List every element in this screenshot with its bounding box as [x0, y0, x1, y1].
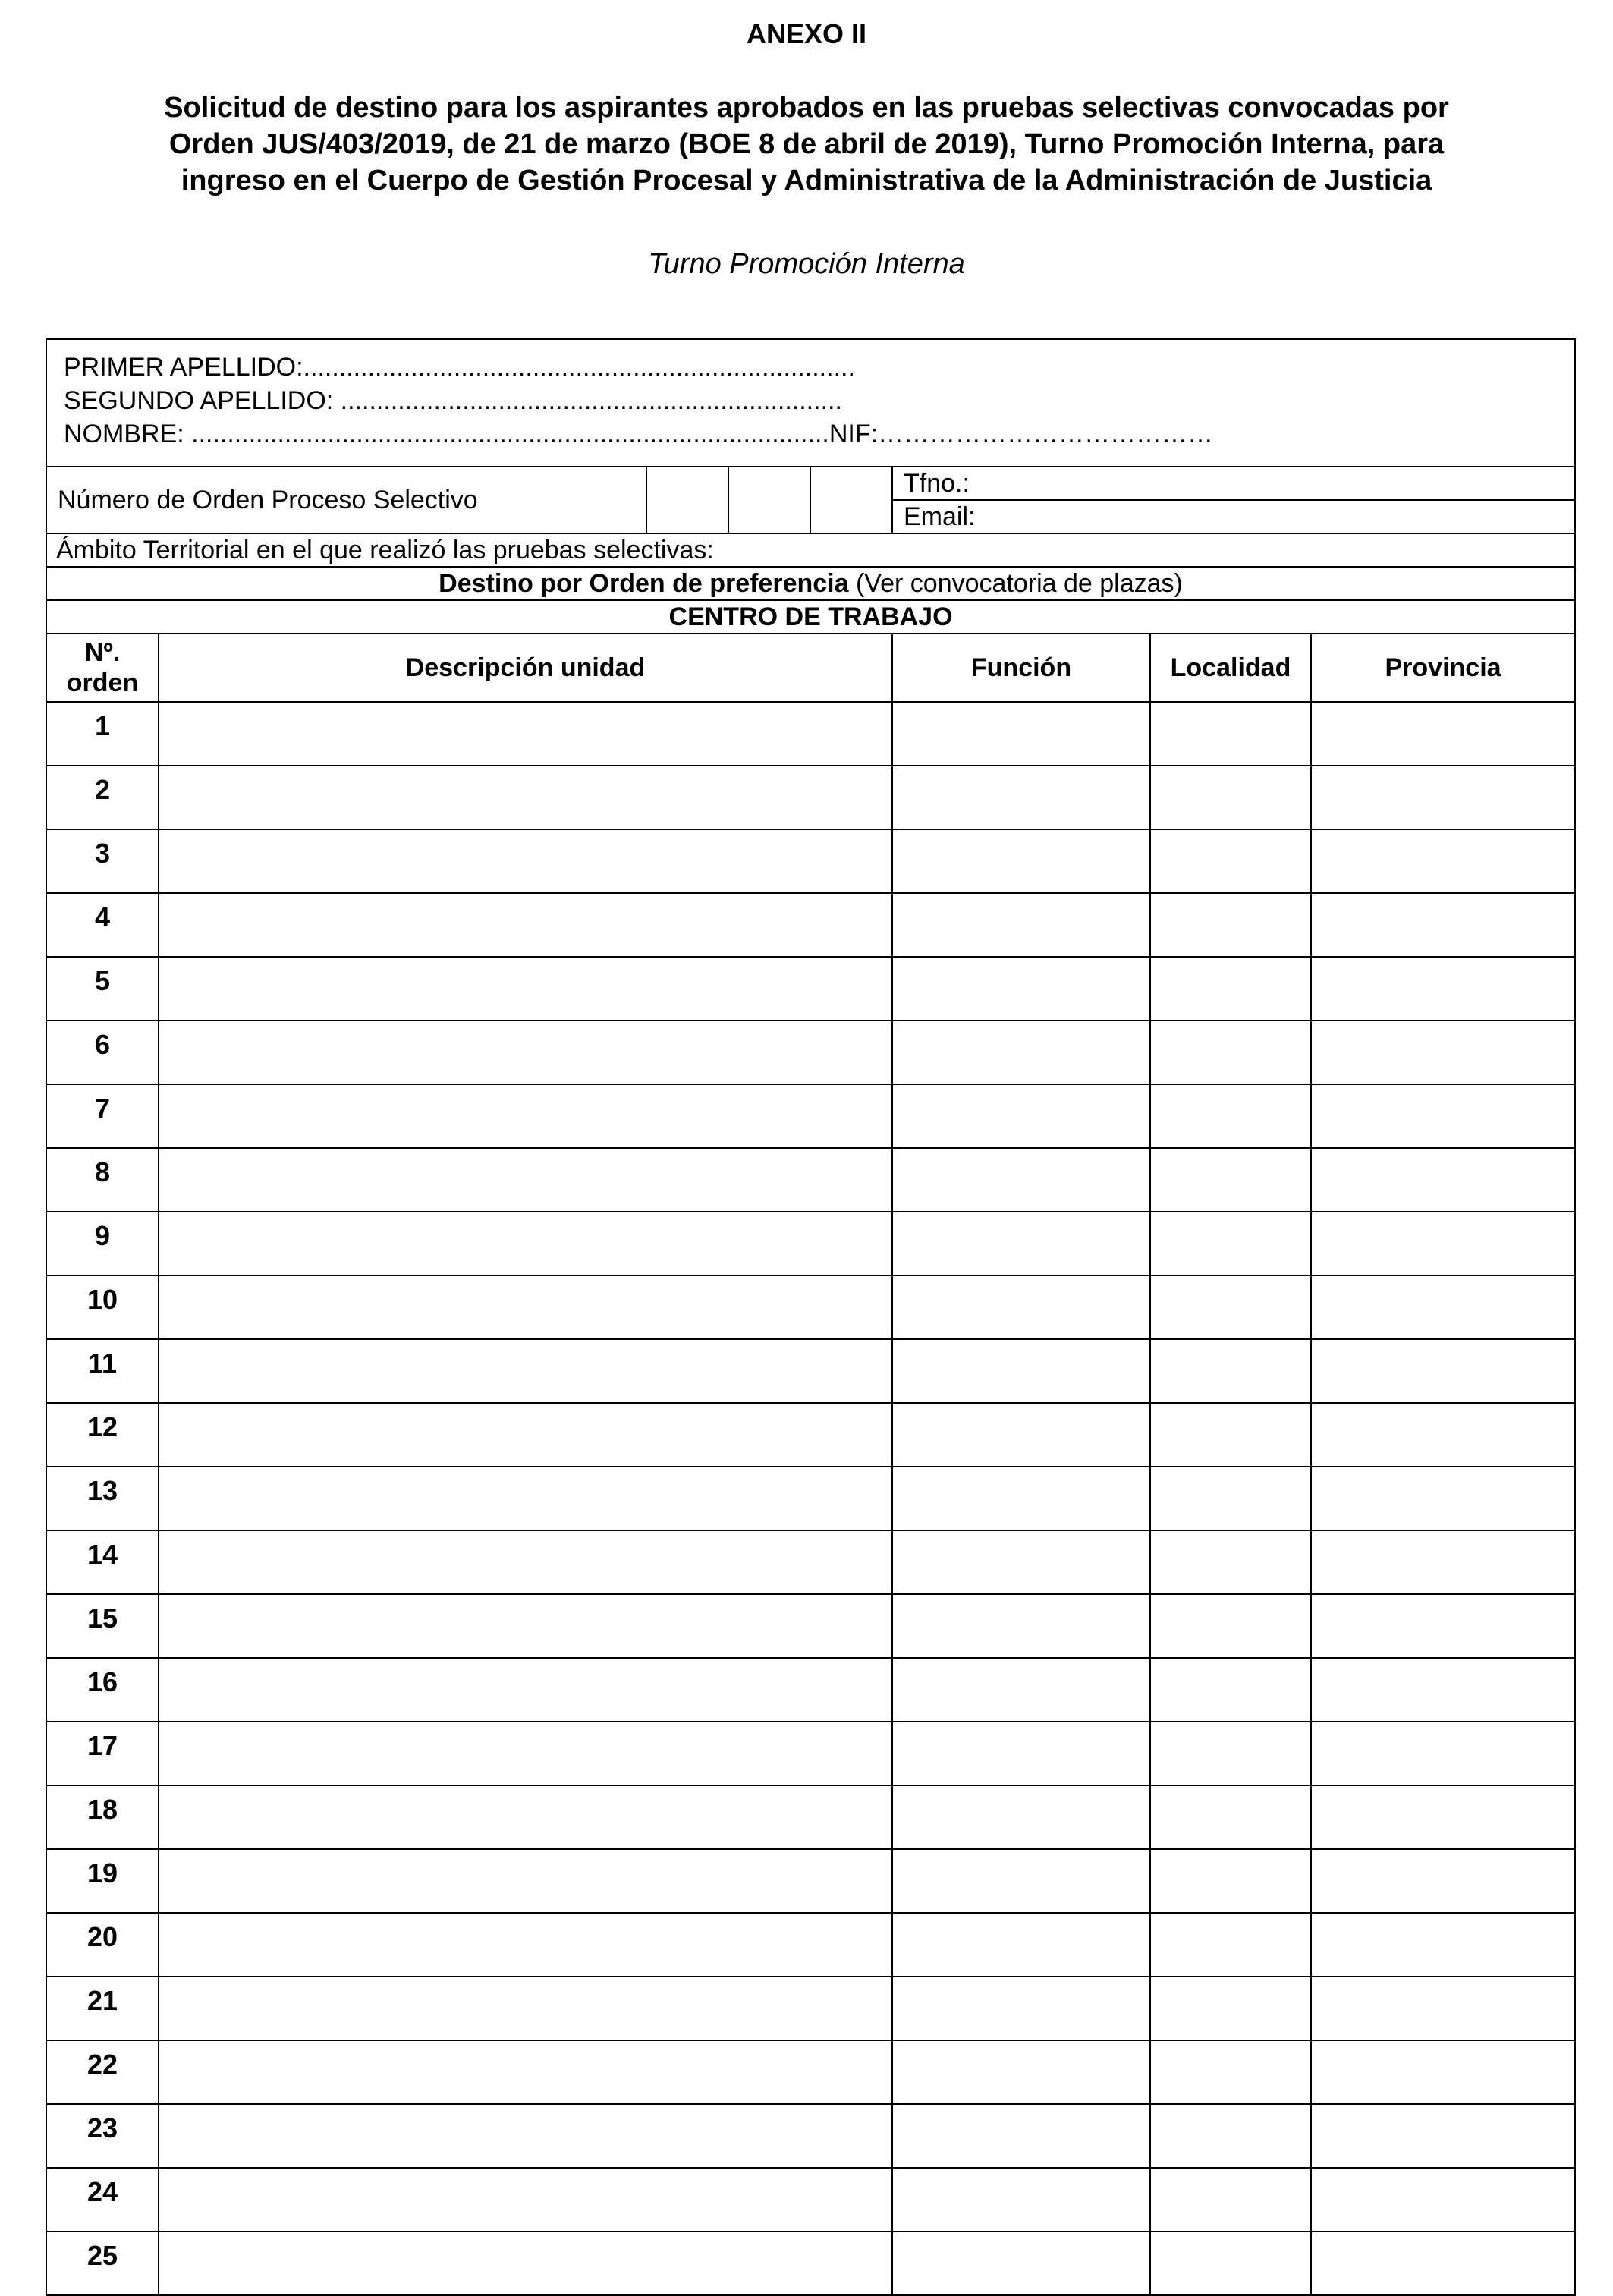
localidad-cell[interactable] [1150, 2232, 1311, 2295]
funcion-cell[interactable] [892, 957, 1150, 1021]
funcion-cell[interactable] [892, 1594, 1150, 1658]
row-number: 19 [46, 1849, 159, 1913]
localidad-cell[interactable] [1150, 1212, 1311, 1275]
nif-field[interactable]: NIF:………………………………… [829, 420, 1214, 448]
provincia-cell[interactable] [1311, 2040, 1575, 2104]
provincia-cell[interactable] [1311, 1467, 1575, 1530]
table-row [46, 1212, 1575, 1275]
segundo-apellido-field[interactable]: SEGUNDO APELLIDO: ...................................................................... [64, 386, 842, 415]
localidad-cell[interactable] [1150, 1403, 1311, 1467]
provincia-cell[interactable] [1311, 1148, 1575, 1212]
funcion-cell[interactable] [892, 2232, 1150, 2295]
col-header-provincia: Provincia [1311, 634, 1575, 702]
row-number: 24 [46, 2168, 159, 2232]
funcion-cell[interactable] [892, 1977, 1150, 2040]
provincia-cell[interactable] [1311, 1084, 1575, 1148]
table-row [46, 1530, 1575, 1594]
table-row [46, 1148, 1575, 1212]
localidad-cell[interactable] [1150, 1021, 1311, 1084]
localidad-cell[interactable] [1150, 1785, 1311, 1849]
document-heading [61, 90, 1552, 199]
heading-line: Solicitud de destino para los aspirantes aprobados en las pruebas selectivas convocadas por [164, 92, 1449, 124]
descripcion-cell[interactable] [159, 1148, 892, 1212]
funcion-cell[interactable] [892, 1658, 1150, 1722]
funcion-cell[interactable] [892, 1339, 1150, 1403]
ambito-row [46, 533, 1575, 567]
descripcion-cell[interactable] [159, 2040, 892, 2104]
funcion-cell[interactable] [892, 702, 1150, 766]
row-number: 22 [46, 2040, 159, 2104]
localidad-cell[interactable] [1150, 702, 1311, 766]
row-number: 9 [46, 1212, 159, 1275]
provincia-cell[interactable] [1311, 893, 1575, 957]
table-row [46, 1658, 1575, 1722]
table-row [46, 2104, 1575, 2168]
row-number: 23 [46, 2104, 159, 2168]
order-number-row [46, 467, 1575, 500]
row-number: 10 [46, 1275, 159, 1339]
centro-trabajo-row [46, 600, 1575, 634]
descripcion-cell[interactable] [159, 2104, 892, 2168]
heading-line: ingreso en el Cuerpo de Gestión Procesal y Administrativa de la Administración de Justicia [181, 165, 1432, 197]
table-row [46, 957, 1575, 1021]
localidad-cell[interactable] [1150, 766, 1311, 829]
provincia-cell[interactable] [1311, 2232, 1575, 2295]
table-row [46, 1403, 1575, 1467]
col-header-descripcion: Descripción unidad [159, 634, 892, 702]
descripcion-cell[interactable] [159, 1403, 892, 1467]
localidad-cell[interactable] [1150, 1722, 1311, 1785]
descripcion-cell[interactable] [159, 893, 892, 957]
heading-line: Orden JUS/403/2019, de 21 de marzo (BOE 8 de abril de 2019), Turno Promoción Interna, para [168, 128, 1445, 160]
row-number: 12 [46, 1403, 159, 1467]
funcion-cell[interactable] [892, 766, 1150, 829]
numero-orden-box-1[interactable] [646, 467, 728, 533]
descripcion-cell[interactable] [159, 1722, 892, 1785]
table-row [46, 2168, 1575, 2232]
centro-trabajo-heading: CENTRO DE TRABAJO [46, 600, 1575, 634]
column-header-row [46, 634, 1575, 702]
localidad-cell[interactable] [1150, 1594, 1311, 1658]
row-number: 8 [46, 1148, 159, 1212]
descripcion-cell[interactable] [159, 2168, 892, 2232]
funcion-cell[interactable] [892, 893, 1150, 957]
localidad-cell[interactable] [1150, 2104, 1311, 2168]
descripcion-cell[interactable] [159, 1658, 892, 1722]
row-number: 15 [46, 1594, 159, 1658]
provincia-cell[interactable] [1311, 2104, 1575, 2168]
provincia-cell[interactable] [1311, 957, 1575, 1021]
table-row [46, 1977, 1575, 2040]
nombre-field[interactable]: NOMBRE: ......................................................................................... [64, 420, 829, 448]
numero-orden-box-3[interactable] [810, 467, 892, 533]
table-row [46, 2232, 1575, 2295]
personal-data-cell [46, 339, 1575, 467]
provincia-cell[interactable] [1311, 702, 1575, 766]
table-row [46, 1021, 1575, 1084]
nombre-nif-line [64, 417, 1574, 451]
funcion-cell[interactable] [892, 1148, 1150, 1212]
table-row [46, 829, 1575, 893]
descripcion-cell[interactable] [159, 1021, 892, 1084]
provincia-cell[interactable] [1311, 1849, 1575, 1913]
provincia-cell[interactable] [1311, 1594, 1575, 1658]
row-number: 11 [46, 1339, 159, 1403]
provincia-cell[interactable] [1311, 1722, 1575, 1785]
n-orden-label-1: Nº. [84, 638, 121, 667]
funcion-cell[interactable] [892, 829, 1150, 893]
funcion-cell[interactable] [892, 2168, 1150, 2232]
funcion-cell[interactable] [892, 1467, 1150, 1530]
descripcion-cell[interactable] [159, 1913, 892, 1977]
descripcion-cell[interactable] [159, 766, 892, 829]
descripcion-cell[interactable] [159, 702, 892, 766]
ambito-territorial-field[interactable]: Ámbito Territorial en el que realizó las pruebas selectivas: [46, 533, 1575, 567]
row-number: 4 [46, 893, 159, 957]
provincia-cell[interactable] [1311, 1658, 1575, 1722]
table-row [46, 1913, 1575, 1977]
localidad-cell[interactable] [1150, 893, 1311, 957]
table-row [46, 1275, 1575, 1339]
numero-orden-label: Número de Orden Proceso Selectivo [46, 467, 646, 533]
descripcion-cell[interactable] [159, 829, 892, 893]
funcion-cell[interactable] [892, 1084, 1150, 1148]
table-row [46, 1339, 1575, 1403]
row-number: 20 [46, 1913, 159, 1977]
table-row [46, 1722, 1575, 1785]
destino-note-text: (Ver convocatoria de plazas) [848, 568, 1183, 598]
descripcion-cell[interactable] [159, 1339, 892, 1403]
table-row [46, 1849, 1575, 1913]
row-number: 7 [46, 1084, 159, 1148]
funcion-cell[interactable] [892, 1021, 1150, 1084]
localidad-cell[interactable] [1150, 2040, 1311, 2104]
numero-orden-box-2[interactable] [728, 467, 810, 533]
col-header-funcion: Función [892, 634, 1150, 702]
descripcion-cell[interactable] [159, 1275, 892, 1339]
localidad-cell[interactable] [1150, 1467, 1311, 1530]
provincia-cell[interactable] [1311, 1913, 1575, 1977]
turno-subtitle: Turno Promoción Interna [648, 248, 965, 280]
funcion-cell[interactable] [892, 1530, 1150, 1594]
row-number: 25 [46, 2232, 159, 2295]
provincia-cell[interactable] [1311, 1275, 1575, 1339]
email-field[interactable]: Email: [892, 500, 1575, 533]
table-row [46, 1594, 1575, 1658]
row-number: 13 [46, 1467, 159, 1530]
funcion-cell[interactable] [892, 1913, 1150, 1977]
col-header-n-orden [46, 634, 159, 702]
localidad-cell[interactable] [1150, 957, 1311, 1021]
preference-rows [46, 702, 1575, 2295]
row-number: 1 [46, 702, 159, 766]
provincia-cell[interactable] [1311, 1339, 1575, 1403]
row-number: 16 [46, 1658, 159, 1722]
primer-apellido-field[interactable]: PRIMER APELLIDO:............................................................................. [64, 353, 855, 382]
row-number: 3 [46, 829, 159, 893]
localidad-cell[interactable] [1150, 1530, 1311, 1594]
provincia-cell[interactable] [1311, 1977, 1575, 2040]
descripcion-cell[interactable] [159, 1849, 892, 1913]
destino-row [46, 567, 1575, 600]
destino-preferencia-heading [46, 567, 1575, 600]
table-row [46, 893, 1575, 957]
localidad-cell[interactable] [1150, 829, 1311, 893]
row-number: 18 [46, 1785, 159, 1849]
provincia-cell[interactable] [1311, 1403, 1575, 1467]
provincia-cell[interactable] [1311, 2168, 1575, 2232]
row-number: 5 [46, 957, 159, 1021]
provincia-cell[interactable] [1311, 829, 1575, 893]
table-row [46, 1084, 1575, 1148]
table-row [46, 702, 1575, 766]
descripcion-cell[interactable] [159, 1467, 892, 1530]
localidad-cell[interactable] [1150, 1339, 1311, 1403]
funcion-cell[interactable] [892, 1849, 1150, 1913]
descripcion-cell[interactable] [159, 1977, 892, 2040]
funcion-cell[interactable] [892, 2040, 1150, 2104]
localidad-cell[interactable] [1150, 1658, 1311, 1722]
row-number: 6 [46, 1021, 159, 1084]
row-number: 21 [46, 1977, 159, 2040]
descripcion-cell[interactable] [159, 957, 892, 1021]
localidad-cell[interactable] [1150, 1849, 1311, 1913]
row-number: 2 [46, 766, 159, 829]
provincia-cell[interactable] [1311, 1021, 1575, 1084]
funcion-cell[interactable] [892, 1785, 1150, 1849]
table-row [46, 1467, 1575, 1530]
provincia-cell[interactable] [1311, 1785, 1575, 1849]
personal-data-row [46, 339, 1575, 467]
funcion-cell[interactable] [892, 1275, 1150, 1339]
provincia-cell[interactable] [1311, 766, 1575, 829]
col-header-localidad: Localidad [1150, 634, 1311, 702]
funcion-cell[interactable] [892, 2104, 1150, 2168]
destino-bold-text: Destino por Orden de preferencia [439, 568, 849, 598]
application-form-table [46, 338, 1576, 2296]
row-number: 14 [46, 1530, 159, 1594]
descripcion-cell[interactable] [159, 1084, 892, 1148]
descripcion-cell[interactable] [159, 1212, 892, 1275]
localidad-cell[interactable] [1150, 2168, 1311, 2232]
localidad-cell[interactable] [1150, 1275, 1311, 1339]
table-row [46, 1785, 1575, 1849]
annex-title: ANEXO II [746, 18, 867, 49]
table-row [46, 2040, 1575, 2104]
funcion-cell[interactable] [892, 1212, 1150, 1275]
localidad-cell[interactable] [1150, 1084, 1311, 1148]
descripcion-cell[interactable] [159, 1785, 892, 1849]
localidad-cell[interactable] [1150, 1148, 1311, 1212]
localidad-cell[interactable] [1150, 1913, 1311, 1977]
provincia-cell[interactable] [1311, 1530, 1575, 1594]
provincia-cell[interactable] [1311, 1212, 1575, 1275]
descripcion-cell[interactable] [159, 1594, 892, 1658]
tfno-field[interactable]: Tfno.: [892, 467, 1575, 500]
table-row [46, 766, 1575, 829]
n-orden-label-2: orden [66, 668, 139, 697]
descripcion-cell[interactable] [159, 1530, 892, 1594]
funcion-cell[interactable] [892, 1722, 1150, 1785]
localidad-cell[interactable] [1150, 1977, 1311, 2040]
row-number: 17 [46, 1722, 159, 1785]
funcion-cell[interactable] [892, 1403, 1150, 1467]
descripcion-cell[interactable] [159, 2232, 892, 2295]
